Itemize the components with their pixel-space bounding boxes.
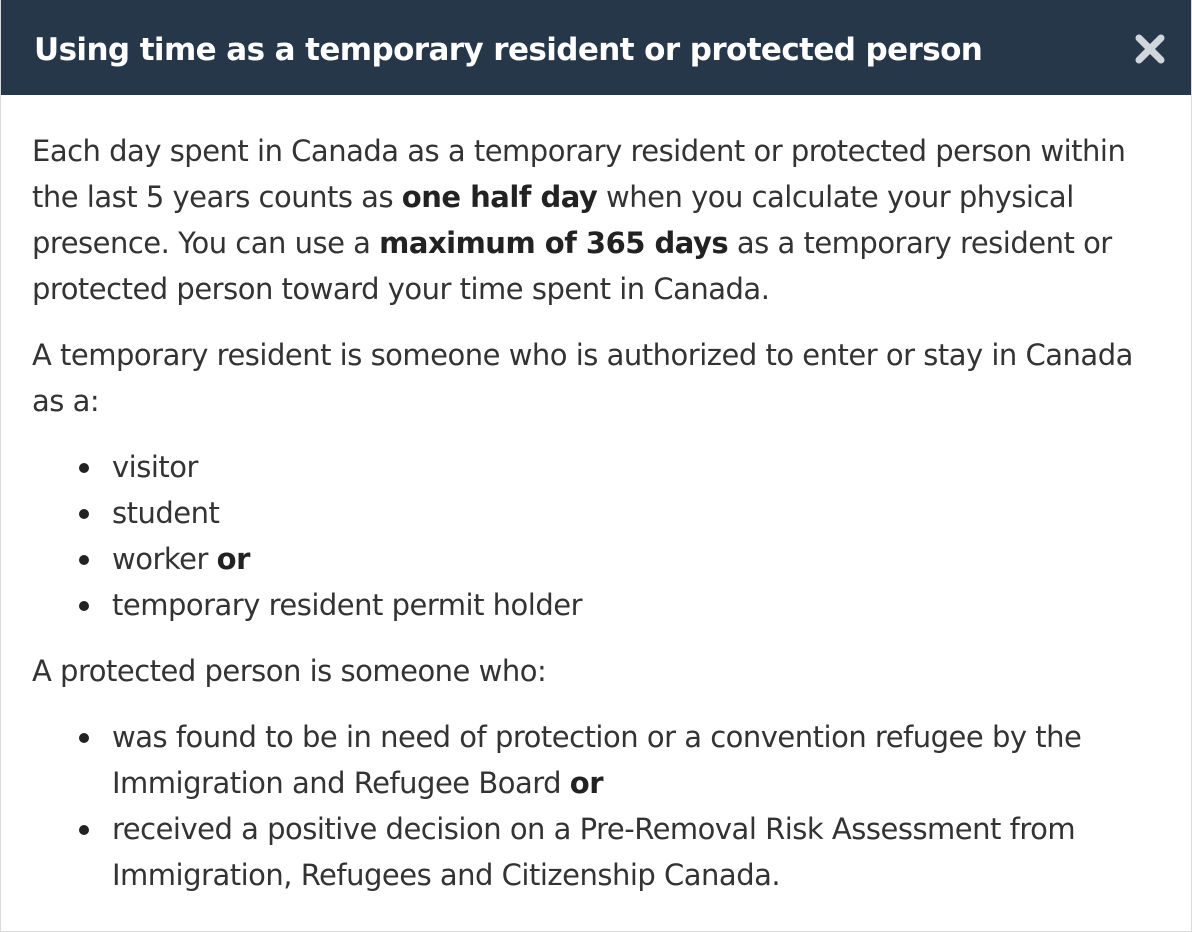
list-item: student	[32, 490, 1172, 536]
bullet-icon	[79, 733, 89, 743]
paragraph-text: Each day spent in Canada as a temporary resident or protected person within the last 5 years counts as	[32, 134, 1126, 214]
bullet-icon	[79, 825, 89, 835]
bullet-icon	[79, 601, 89, 611]
modal-title: Using time as a temporary resident or protected person	[34, 32, 983, 68]
list-item: visitor	[32, 444, 1172, 490]
bullet-icon	[79, 555, 89, 565]
list-item: received a positive decision on a Pre-Removal Risk Assessment from Immigration, Refugees and Citizenship Canada.	[32, 806, 1172, 898]
paragraph-text: when you calculate your physical presence. You can use a	[32, 180, 1074, 260]
list-item: temporary resident permit holder	[32, 582, 1172, 628]
bullet-icon	[79, 509, 89, 519]
modal-header	[1, 0, 1191, 95]
temporary-resident-list	[32, 444, 1172, 628]
close-button[interactable]	[1131, 30, 1169, 68]
list-item: worker or	[32, 536, 1172, 582]
paragraph-half-day	[32, 128, 1172, 312]
protected-person-list	[32, 714, 1172, 898]
bullet-icon	[79, 463, 89, 473]
close-icon	[1131, 30, 1169, 68]
paragraph-text: as a temporary resident or protected person toward your time spent in Canada.	[32, 226, 1112, 306]
bold-text-one-half-day: one half day	[401, 180, 598, 214]
bold-text-maximum-days: maximum of 365 days	[379, 226, 729, 260]
paragraph-temporary-resident: A temporary resident is someone who is authorized to enter or stay in Canada as a:	[32, 338, 1133, 418]
paragraph-protected-person: A protected person is someone who:	[32, 654, 547, 688]
list-item: was found to be in need of protection or a convention refugee by the Immigration and Refugee Board or	[32, 714, 1172, 806]
modal-body	[32, 128, 1172, 898]
